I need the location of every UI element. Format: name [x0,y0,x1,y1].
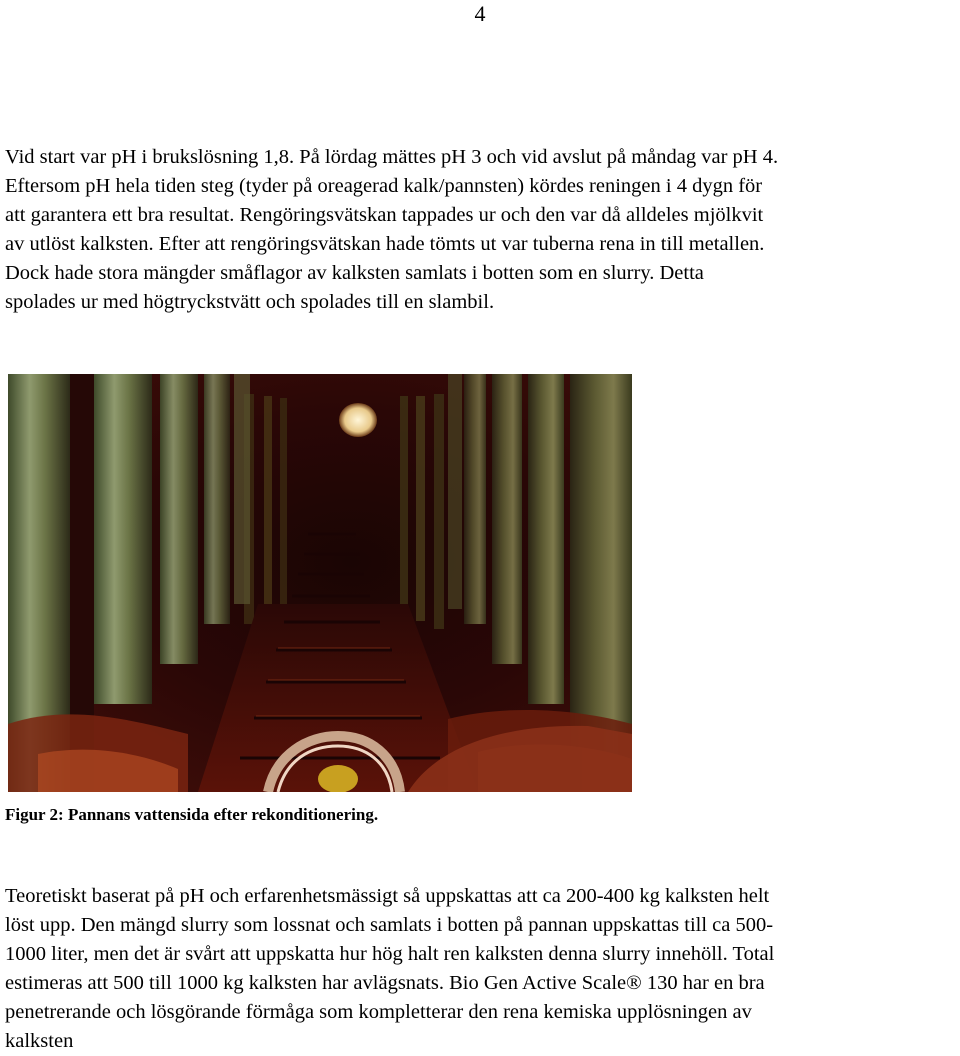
paragraph-line: estimeras att 500 till 1000 kg kalksten har avlägsnats. Bio Gen Active Scale® 130 har en bra [5,972,765,994]
paragraph-line: penetrerande och lösgörande förmåga som kompletterar den rena kemiska upplösningen av [5,1001,752,1023]
paragraph-line: att garantera ett bra resultat. Rengöringsvätskan tappades ur och den var då alldeles mjölkvit [5,204,764,226]
paragraph-line: löst upp. Den mängd slurry som lossnat och samlats i botten på pannan uppskattas till ca 500- [5,914,774,936]
boiler-interior-photo [8,374,632,792]
figure-caption: Figur 2: Pannans vattensida efter rekonditionering. [5,805,379,824]
paragraph-line: kalksten [5,1030,74,1052]
paragraph-1 [5,143,957,317]
page-number: 4 [474,1,486,26]
paragraph-line: av utlöst kalksten. Efter att rengöringsvätskan hade tömts ut var tuberna rena in till metallen. [5,233,765,255]
paragraph-line: Vid start var pH i brukslösning 1,8. På lördag mättes pH 3 och vid avslut på måndag var pH 4. [5,146,779,168]
paragraph-line: spolades ur med högtryckstvätt och spolades till en slambil. [5,291,495,313]
paragraph-2 [5,882,957,1056]
paragraph-line: 1000 liter, men det är svårt att uppskatta hur hög halt ren kalksten denna slurry innehöll. Total [5,943,775,965]
paragraph-line: Dock hade stora mängder småflagor av kalksten samlats i botten som en slurry. Detta [5,262,704,284]
paragraph-line: Eftersom pH hela tiden steg (tyder på oreagerad kalk/pannsten) kördes reningen i 4 dygn för [5,175,763,197]
paragraph-line: Teoretiskt baserat på pH och erfarenhetsmässigt så uppskattas att ca 200-400 kg kalksten helt [5,885,770,907]
